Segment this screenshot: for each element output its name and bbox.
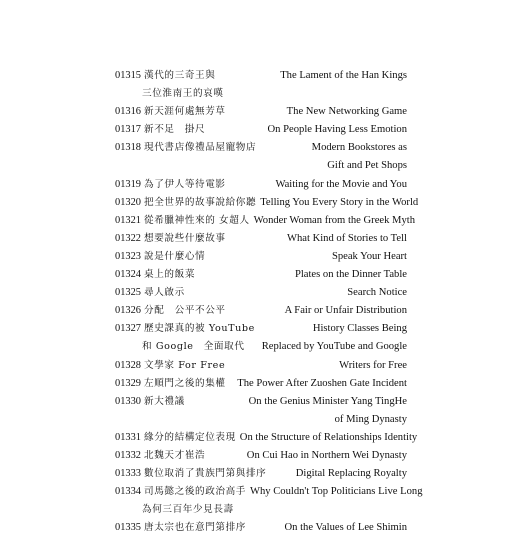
english-title: On Cui Hao in Northern Wei Dynasty: [246, 449, 407, 461]
english-title: On the Structure of Relationships Identity: [239, 431, 418, 443]
toc-entry: [115, 121, 407, 139]
toc-entry: [115, 519, 407, 537]
toc-entry: [115, 248, 407, 266]
english-title: Modern Bookstores as: [311, 142, 407, 154]
entry-number: 01334: [115, 486, 141, 498]
english-title: Speak Your Heart: [331, 250, 407, 262]
english-title: Search Notice: [347, 287, 407, 299]
toc-entry: [115, 320, 407, 338]
toc-entry-left: [115, 121, 205, 139]
english-title: On People Having Less Emotion: [267, 124, 407, 136]
toc-entry: [115, 194, 419, 212]
toc-entry: [115, 501, 407, 519]
toc-entry: [115, 302, 407, 320]
entry-number: 01322: [115, 232, 141, 244]
toc-entry-left: [115, 447, 205, 465]
chinese-title: 把全世界的故事說給你聽: [144, 196, 257, 208]
toc-entry: [115, 447, 407, 465]
chinese-title: 唐太宗也在意門第排序: [144, 522, 246, 534]
entry-number: 01320: [115, 196, 141, 208]
entry-number: 01315: [115, 70, 141, 81]
english-title: History Classes Being: [312, 323, 407, 335]
toc-entry: [115, 375, 407, 393]
chinese-title: 尋人啟示: [144, 287, 185, 299]
entry-number: 01331: [115, 431, 141, 443]
toc-entry: [115, 465, 407, 483]
english-title: Plates on the Dinner Table: [294, 269, 407, 281]
toc-entry: [115, 284, 407, 302]
chinese-title: 分配 公平不公平: [144, 305, 226, 317]
chinese-title: 桌上的飯菜: [144, 269, 196, 281]
english-title: Gift and Pet Shops: [327, 160, 407, 172]
entry-number: 01316: [115, 106, 141, 118]
english-title: of Ming Dynasty: [334, 413, 407, 425]
toc-entry: [115, 103, 407, 121]
entry-number: 01327: [115, 323, 141, 335]
chinese-title: 司馬懿之後的政治高手: [144, 486, 246, 498]
toc-entry: [115, 357, 407, 375]
table-of-contents: [115, 67, 423, 537]
entry-number: 01329: [115, 377, 141, 389]
chinese-title: 歷史課真的被 YouTube: [144, 323, 255, 335]
toc-entry: [115, 85, 407, 103]
entry-number: 01323: [115, 250, 141, 262]
toc-entry-left: [115, 212, 250, 230]
english-title: Replaced by YouTube and Google: [261, 341, 407, 353]
toc-entry-left: [115, 483, 246, 501]
english-title: The New Networking Game: [286, 106, 407, 118]
chinese-title: 為了伊人等待電影: [144, 178, 226, 190]
toc-entry-left: [115, 176, 226, 194]
english-title: Digital Replacing Royalty: [295, 468, 407, 480]
english-title: Writers for Free: [339, 359, 407, 371]
toc-entry-left: [115, 248, 205, 266]
chinese-title: 北魏天才崔浩: [144, 449, 206, 461]
toc-entry-left: [115, 230, 226, 248]
toc-entry: [115, 176, 407, 194]
toc-entry-left: [115, 103, 226, 121]
toc-entry-left: [115, 85, 224, 103]
entry-number: 01332: [115, 449, 141, 461]
chinese-title: 三位淮南王的哀嘆: [142, 88, 224, 100]
chinese-title: 從希臘神性來的 女超人: [144, 214, 250, 226]
toc-entry-left: [115, 501, 234, 519]
english-title: Telling You Every Story in the World: [260, 196, 419, 208]
toc-entry-left: [115, 393, 185, 411]
entry-number: 01318: [115, 142, 141, 154]
english-title: Waiting for the Movie and You: [275, 178, 407, 190]
entry-number: 01328: [115, 359, 141, 371]
entry-number: 01333: [115, 468, 141, 480]
chinese-title: 想要說些什麼故事: [144, 232, 226, 244]
toc-entry: [115, 157, 407, 175]
chinese-title: 文學家 For Free: [144, 359, 226, 371]
toc-entry-left: [115, 302, 226, 320]
toc-entry-left: [115, 139, 256, 157]
toc-entry-left: [115, 357, 225, 375]
entry-number: 01330: [115, 395, 141, 407]
english-title: On the Genius Minister Yang TingHe: [248, 395, 407, 407]
toc-entry: [115, 338, 407, 356]
toc-entry: [115, 230, 407, 248]
toc-entry: [115, 266, 407, 284]
entry-number: 01319: [115, 178, 141, 190]
chinese-title: 新天涯何處無芳草: [144, 106, 226, 118]
toc-entry-left: [115, 194, 256, 212]
toc-entry-left: [115, 519, 246, 537]
toc-entry: [115, 67, 407, 85]
chinese-title: 新大禮議: [144, 395, 185, 407]
toc-entry-left: [115, 67, 215, 85]
chinese-title: 現代書店像禮品屋寵物店: [144, 142, 257, 154]
chinese-title: 左順門之後的集權: [144, 377, 226, 389]
entry-number: 01326: [115, 305, 141, 317]
toc-entry: [115, 483, 423, 501]
chinese-title: 說是什麼心情: [144, 250, 206, 262]
toc-entry: [115, 429, 418, 447]
english-title: The Lament of the Han Kings: [280, 70, 407, 81]
toc-entry-left: [115, 465, 266, 483]
english-title: Wonder Woman from the Greek Myth: [253, 214, 416, 226]
entry-number: 01335: [115, 522, 141, 534]
chinese-title: 漢代的三奇王與: [144, 70, 216, 81]
toc-entry-left: [115, 320, 255, 338]
english-title: What Kind of Stories to Tell: [287, 232, 407, 244]
chinese-title: 新不足 掛尺: [144, 124, 206, 136]
toc-entry-left: [115, 375, 226, 393]
toc-entry-left: [115, 266, 195, 284]
chinese-title: 數位取消了貴族門第與排序: [144, 468, 267, 480]
chinese-title: 為何三百年少見長壽: [142, 504, 234, 516]
entry-number: 01317: [115, 124, 141, 136]
toc-entry: [115, 139, 407, 157]
toc-entry: [115, 411, 407, 429]
toc-entry-left: [115, 429, 236, 447]
chinese-title: 緣分的結構定位表現: [144, 431, 236, 443]
english-title: A Fair or Unfair Distribution: [284, 305, 407, 317]
entry-number: 01325: [115, 287, 141, 299]
toc-entry: [115, 393, 407, 411]
toc-entry: [115, 212, 416, 230]
toc-entry-left: [115, 284, 185, 302]
english-title: On the Values of Lee Shimin: [284, 522, 407, 534]
english-title: Why Couldn't Top Politicians Live Long: [249, 486, 423, 498]
entry-number: 01321: [115, 214, 141, 226]
chinese-title: 和 Google 全面取代: [142, 341, 245, 353]
english-title: The Power After Zuoshen Gate Incident: [237, 377, 407, 389]
entry-number: 01324: [115, 269, 141, 281]
toc-entry-left: [115, 338, 245, 356]
